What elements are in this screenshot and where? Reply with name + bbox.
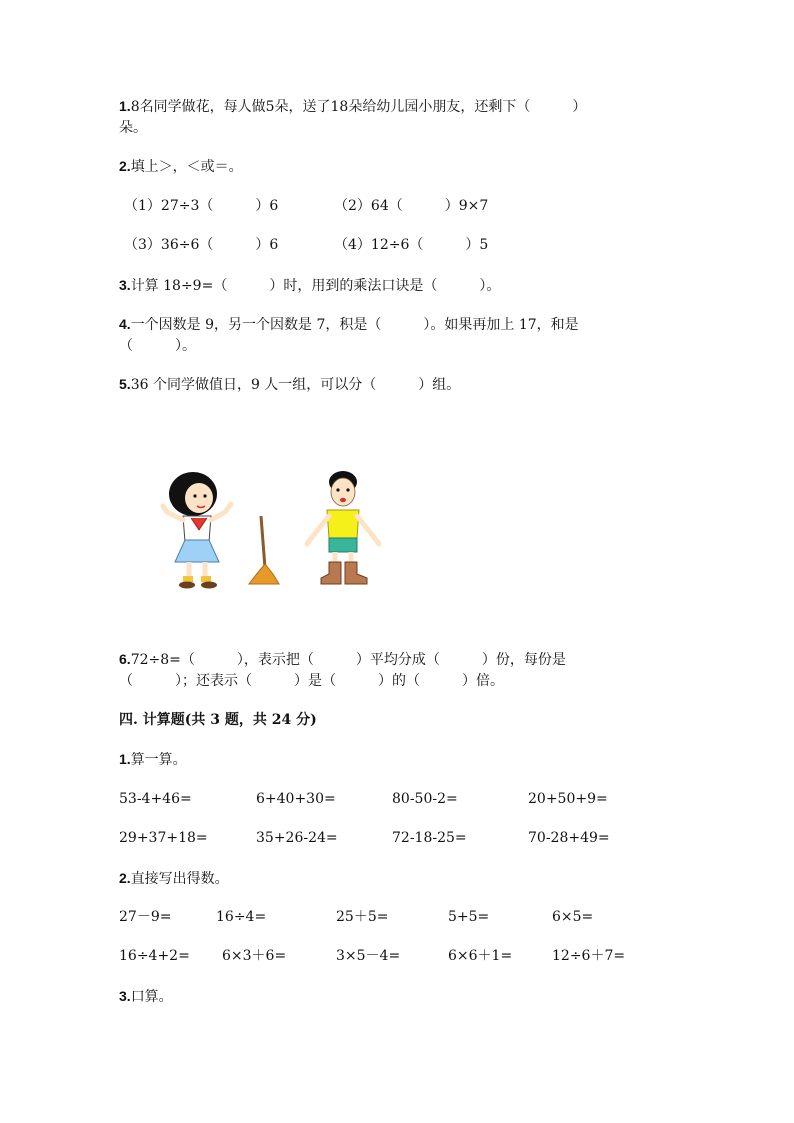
part-title: 算一算。 xyxy=(130,752,187,768)
calc-item: 25＋5= xyxy=(336,909,389,925)
question-1-cont: 朵。 xyxy=(119,120,147,136)
part-title: 直接写出得数。 xyxy=(130,871,229,887)
part-3-title xyxy=(119,986,173,1007)
question-number: 5. xyxy=(119,376,131,392)
broom-icon xyxy=(249,516,279,584)
question-number: 3. xyxy=(119,277,131,293)
calc-item: 20+50+9= xyxy=(528,791,608,807)
calc-item: 35+26-24= xyxy=(256,830,338,846)
question-6 xyxy=(119,649,566,670)
question-text: 一个因数是 9，另一个因数是 7，积是（ ）。如果再加上 17，和是 xyxy=(130,317,579,333)
question-6-cont: （ ）；还表示（ ）是（ ）的（ ）倍。 xyxy=(119,673,504,689)
calc-item: 3×5－4= xyxy=(336,948,401,964)
question-2 xyxy=(119,156,243,177)
calc-item: 27－9= xyxy=(119,909,172,925)
question-5 xyxy=(119,374,460,395)
girl-figure xyxy=(163,472,231,589)
part-1-title xyxy=(119,749,187,770)
calc-item: 6×6＋1= xyxy=(448,948,513,964)
part-2-title xyxy=(119,868,229,889)
q2-item-2: （2）64（ ）9×7 xyxy=(334,198,489,214)
section-heading: 四. 计算题(共 3 题，共 24 分) xyxy=(119,712,317,728)
question-number: 4. xyxy=(119,316,131,332)
question-4 xyxy=(119,314,579,335)
calc-item: 29+37+18= xyxy=(119,830,208,846)
question-text: 72÷8=（ ），表示把（ ）平均分成（ ）份，每份是 xyxy=(130,652,566,668)
calc-item: 16÷4+2= xyxy=(119,948,190,964)
calc-item: 6×5= xyxy=(552,909,594,925)
question-text: 计算 18÷9=（ ）时，用到的乘法口诀是（ ）。 xyxy=(130,278,501,294)
question-number: 2. xyxy=(119,158,131,174)
part-title: 口算。 xyxy=(130,989,173,1005)
q2-item-4: （4）12÷6（ ）5 xyxy=(334,237,489,253)
calc-item: 70-28+49= xyxy=(528,830,610,846)
part-number: 1. xyxy=(119,751,131,767)
question-text: 8名同学做花，每人做5朵，送了18朵给幼儿园小朋友，还剩下（ ） xyxy=(130,99,587,115)
calc-item: 6×3＋6= xyxy=(222,948,287,964)
part-number: 2. xyxy=(119,870,131,886)
part-number: 3. xyxy=(119,988,131,1004)
calc-item: 16÷4= xyxy=(216,909,267,925)
students-broom-illustration xyxy=(155,460,395,600)
question-1 xyxy=(119,96,586,117)
calc-item: 80-50-2= xyxy=(392,791,458,807)
calc-item: 53-4+46= xyxy=(119,791,192,807)
q2-item-1: （1）27÷3（ ）6 xyxy=(124,198,279,214)
q2-item-3: （3）36÷6（ ）6 xyxy=(124,237,279,253)
calc-item: 5+5= xyxy=(448,909,490,925)
question-text: 36 个同学做值日，9 人一组，可以分（ ）组。 xyxy=(130,377,461,393)
question-text: 填上＞，＜或＝。 xyxy=(130,159,243,175)
question-number: 1. xyxy=(119,98,131,114)
calc-item: 12÷6＋7= xyxy=(552,948,626,964)
boy-figure xyxy=(307,471,379,584)
calc-item: 6+40+30= xyxy=(256,791,336,807)
calc-item: 72-18-25= xyxy=(392,830,467,846)
question-number: 6. xyxy=(119,651,131,667)
question-4-cont: （ ）。 xyxy=(119,338,196,354)
question-3 xyxy=(119,275,500,296)
